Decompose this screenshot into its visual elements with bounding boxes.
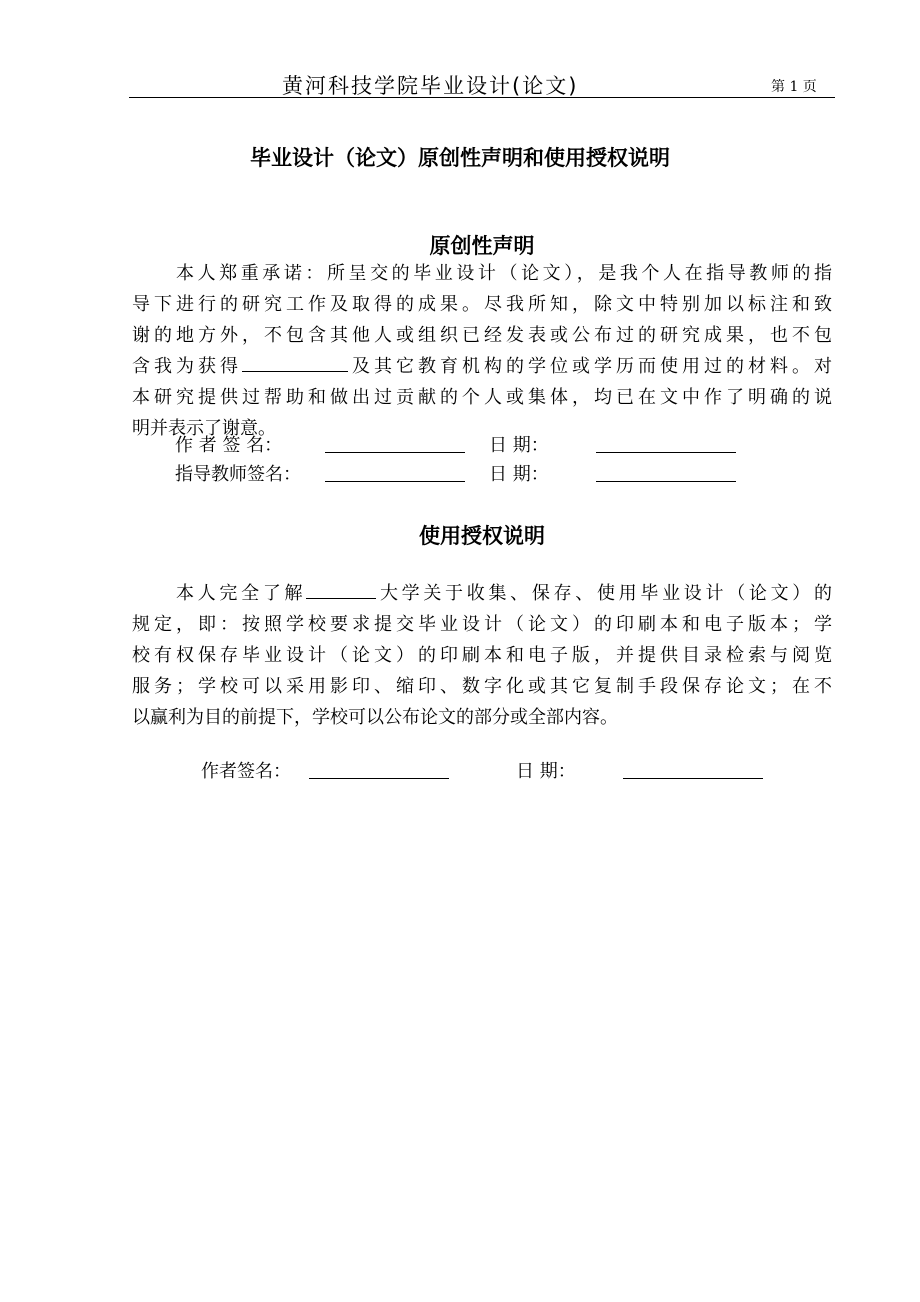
authorization-heading: 使用授权说明 — [419, 524, 545, 548]
paragraph-line: 明并表示了谢意。 — [132, 418, 276, 439]
paragraph-line — [132, 578, 832, 609]
header-divider — [129, 97, 835, 98]
paragraph-line: 服务；学校可以采用影印、缩印、数字化或其它复制手段保存论文；在不 — [132, 676, 832, 697]
author-signature-row — [0, 431, 920, 459]
paragraph-line: 谢的地方外，不包含其他人或组织已经发表或公布过的研究成果，也不包 — [132, 325, 832, 346]
advisor-signature-row — [0, 460, 920, 488]
originality-heading: 原创性声明 — [429, 234, 535, 258]
paragraph-line: 导下进行的研究工作及取得的成果。尽我所知，除文中特别加以标注和致 — [132, 294, 832, 315]
advisor-sign-label: 指导教师签名： — [175, 464, 301, 485]
advisor-date-field[interactable] — [596, 481, 736, 482]
author-signature-field[interactable] — [325, 452, 465, 453]
university-blank-field[interactable] — [306, 580, 376, 599]
degree-blank-field[interactable] — [242, 353, 348, 372]
date-label: 日 期： — [516, 761, 576, 782]
author-sign-label: 作者签名： — [201, 761, 291, 782]
paragraph-line: 以赢利为目的前提下，学校可以公布论文的部分或全部内容。 — [132, 707, 618, 728]
advisor-signature-field[interactable] — [325, 481, 465, 482]
author-sign-label: 作 者 签 名： — [175, 435, 283, 456]
author-date-field[interactable] — [596, 452, 736, 453]
paragraph-text: 含我为获得 — [132, 356, 242, 377]
paragraph-line — [132, 351, 832, 382]
paragraph-line: 校有权保存毕业设计（论文）的印刷本和电子版，并提供目录检索与阅览 — [132, 645, 832, 666]
originality-paragraph — [132, 258, 832, 444]
date-label: 日 期： — [489, 464, 549, 485]
paragraph-text: 及其它教育机构的学位或学历而使用过的材料。对 — [348, 356, 832, 377]
authorization-signature-row — [0, 757, 920, 785]
document-title: 毕业设计（论文）原创性声明和使用授权说明 — [250, 146, 670, 170]
header-title: 黄河科技学院毕业设计(论文) — [282, 74, 579, 98]
authorization-paragraph — [132, 578, 832, 733]
paragraph-line: 本人郑重承诺：所呈交的毕业设计（论文），是我个人在指导教师的指 — [176, 263, 832, 284]
paragraph-text: 本人完全了解 — [176, 583, 307, 604]
page-number: 第 1 页 — [771, 79, 817, 95]
paragraph-line: 本研究提供过帮助和做出过贡献的个人或集体，均已在文中作了明确的说 — [132, 387, 832, 408]
authorization-signature-field[interactable] — [309, 778, 449, 779]
paragraph-text: 大学关于收集、保存、使用毕业设计（论文）的 — [376, 583, 833, 604]
authorization-date-field[interactable] — [623, 778, 763, 779]
paragraph-line: 规定，即：按照学校要求提交毕业设计（论文）的印刷本和电子版本；学 — [132, 614, 832, 635]
date-label: 日 期： — [489, 435, 549, 456]
